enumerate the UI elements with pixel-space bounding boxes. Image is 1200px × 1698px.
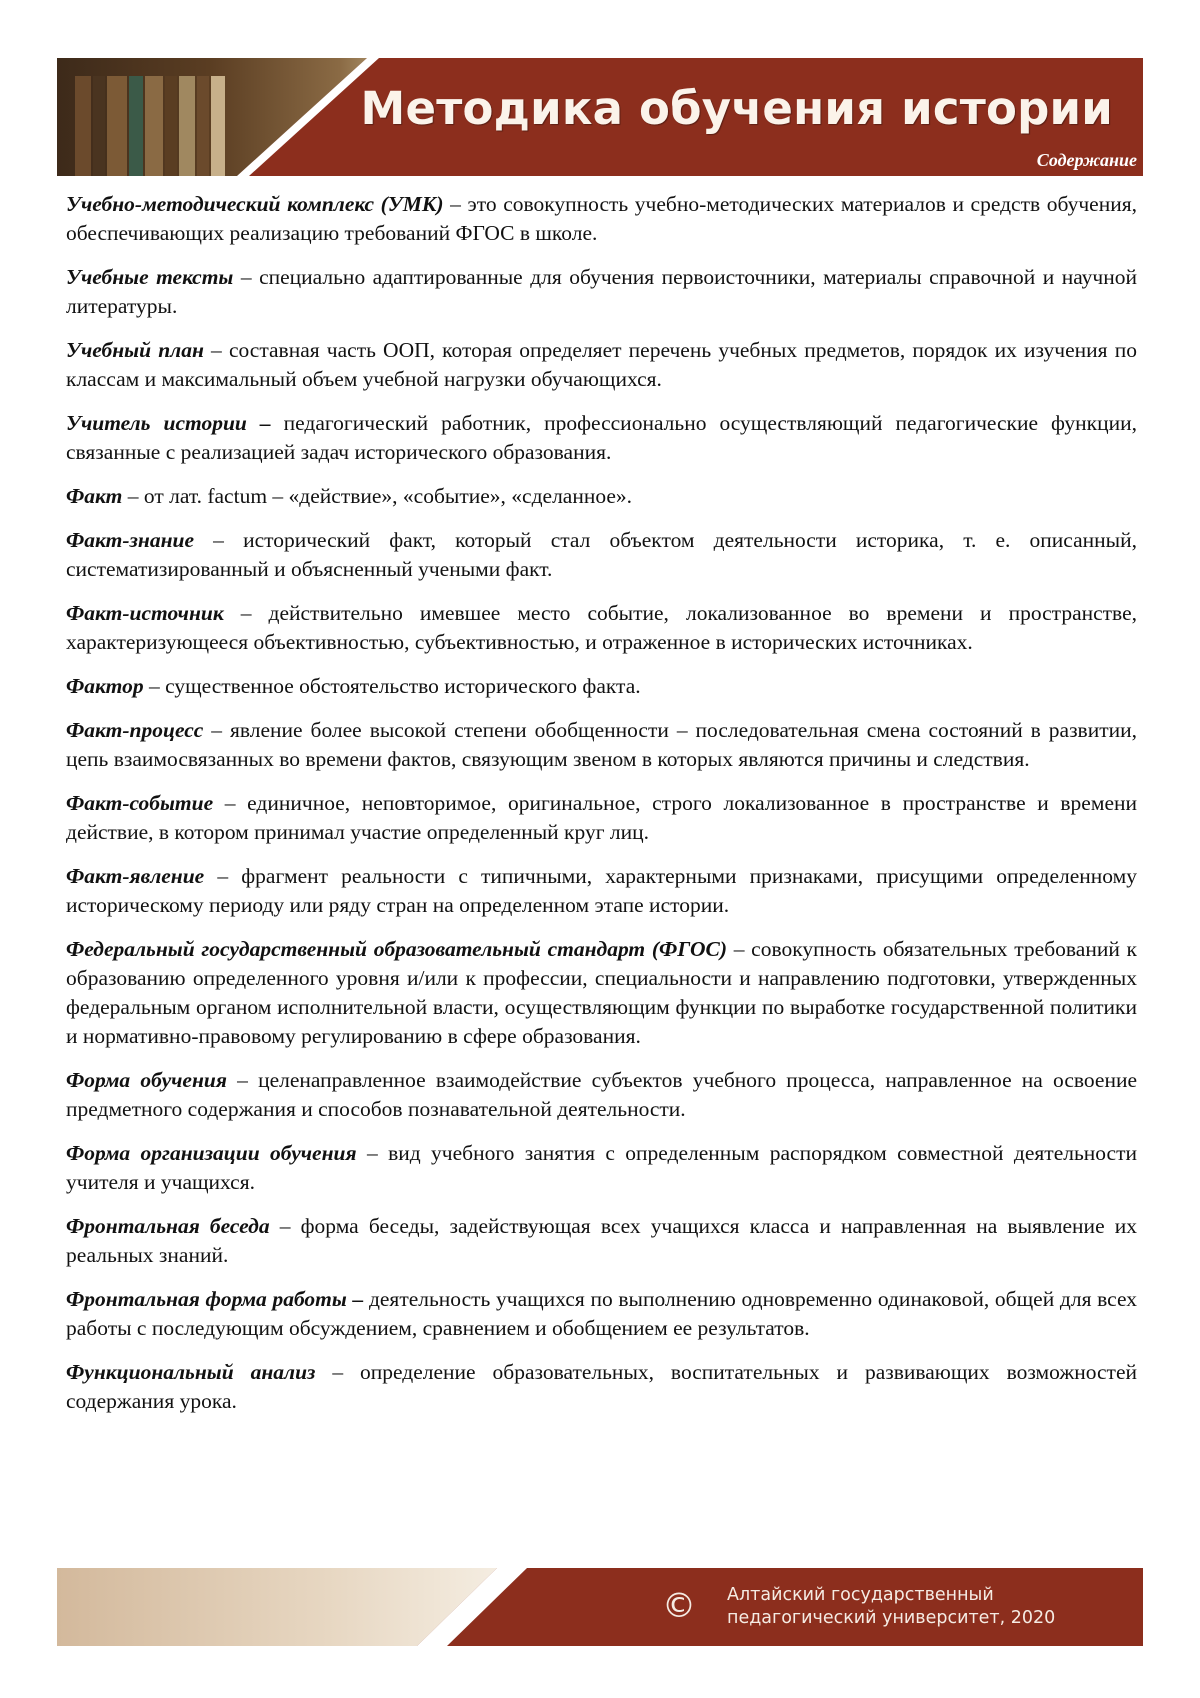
glossary-term: Форма организации обучения (66, 1141, 357, 1165)
copyright-icon: © (662, 1586, 696, 1626)
glossary-entry (66, 1358, 1137, 1416)
glossary-term: Фактор (66, 674, 144, 698)
glossary-definition: – определение образовательных, воспитательных и развивающих возможностей содержания урока. (66, 1360, 1137, 1413)
glossary-definition: – существенное обстоятельство исторического факта. (144, 674, 641, 698)
glossary-entry (66, 1285, 1137, 1343)
glossary-definition: – единичное, неповторимое, оригинальное, строго локализованное в пространстве и времени действие, в котором принимал участие определенный круг лиц. (66, 791, 1137, 844)
glossary-definition: педагогический работник, профессионально осуществляющий педагогические функции, связанные с реализацией задач исторического образования. (66, 411, 1137, 464)
glossary-entry (66, 482, 1137, 511)
glossary-entry (66, 599, 1137, 657)
glossary-definition: – вид учебного занятия с определенным распорядком совместной деятельности учителя и учащихся. (66, 1141, 1137, 1194)
glossary-entry (66, 409, 1137, 467)
glossary-entry (66, 1066, 1137, 1124)
glossary-entry (66, 672, 1137, 701)
glossary-definition: – целенаправленное взаимодействие субъектов учебного процесса, направленное на освоение предметного содержания и способов познавательной деятельности. (66, 1068, 1137, 1121)
glossary-definition: – форма беседы, задействующая всех учащихся класса и направленная на выявление их реальных знаний. (66, 1214, 1137, 1267)
glossary-term: Учебные тексты (66, 265, 233, 289)
page-footer (57, 1568, 1143, 1646)
glossary-entry (66, 935, 1137, 1051)
glossary-term: Фронтальная форма работы – (66, 1287, 363, 1311)
glossary-term: Факт-явление (66, 864, 204, 888)
glossary-term: Факт (66, 484, 122, 508)
glossary-term: Учебно-методический комплекс (УМК) (66, 192, 444, 216)
glossary-term: Факт-событие (66, 791, 213, 815)
glossary-definition: – действительно имевшее место событие, локализованное во времени и пространстве, характеризующееся объективностью, субъективностью, и отраженное в исторических источниках. (66, 601, 1137, 654)
glossary-definition: – явление более высокой степени обобщенности – последовательная смена состояний в развитии, цепь взаимосвязанных во времени фактов, связующим звеном в которых являются причины и следствия. (66, 718, 1137, 771)
glossary-definition: – от лат. factum – «действие», «событие», «сделанное». (122, 484, 632, 508)
glossary-term: Функциональный анализ (66, 1360, 315, 1384)
glossary-entry (66, 190, 1137, 248)
glossary-term: Фронтальная беседа (66, 1214, 270, 1238)
glossary-entry (66, 336, 1137, 394)
glossary-definition: – совокупность обязательных требований к образованию определенного уровня и/или к профессии, специальности и направлению подготовки, утвержденных федеральным органом исполнительной власти, осуществляющим функции по выработке государственной политики и нормативно-правовому регулированию в сфере образования. (66, 937, 1137, 1048)
glossary-term: Факт-источник (66, 601, 224, 625)
glossary-term: Учебный план (66, 338, 204, 362)
page-header (57, 58, 1143, 176)
glossary-term: Федеральный государственный образовательный стандарт (ФГОС) (66, 937, 727, 961)
contents-link[interactable]: Содержание (1037, 150, 1137, 171)
glossary-term: Факт-знание (66, 528, 194, 552)
glossary-entry (66, 526, 1137, 584)
glossary-entry (66, 789, 1137, 847)
glossary-term: Факт-процесс (66, 718, 203, 742)
page-title: Методика обучения истории (361, 82, 1114, 135)
glossary-term: Учитель истории – (66, 411, 271, 435)
glossary-definition: – это совокупность учебно-методических материалов и средств обучения, обеспечивающих реализацию требований ФГОС в школе. (66, 192, 1137, 245)
glossary-definition: – специально адаптированные для обучения первоисточники, материалы справочной и научной литературы. (66, 265, 1137, 318)
glossary (66, 190, 1137, 1431)
footer-line-2: педагогический университет, 2020 (727, 1607, 1055, 1630)
glossary-definition: – составная часть ООП, которая определяет перечень учебных предметов, порядок их изучения по классам и максимальный объем учебной нагрузки обучающихся. (66, 338, 1137, 391)
glossary-definition: – исторический факт, который стал объектом деятельности историка, т. е. описанный, систематизированный и объясненный учеными факт. (66, 528, 1137, 581)
glossary-term: Форма обучения (66, 1068, 227, 1092)
glossary-definition: – фрагмент реальности с типичными, характерными признаками, присущими определенному историческому периоду или ряду стран на определенном этапе истории. (66, 864, 1137, 917)
glossary-entry (66, 1139, 1137, 1197)
glossary-entry (66, 263, 1137, 321)
footer-line-1: Алтайский государственный (727, 1584, 1055, 1607)
glossary-entry (66, 862, 1137, 920)
glossary-entry (66, 716, 1137, 774)
glossary-entry (66, 1212, 1137, 1270)
footer-credit (727, 1584, 1055, 1630)
glossary-definition: деятельность учащихся по выполнению одновременно одинаковой, общей для всех работы с последующим обсуждением, сравнением и обобщением ее результатов. (66, 1287, 1137, 1340)
